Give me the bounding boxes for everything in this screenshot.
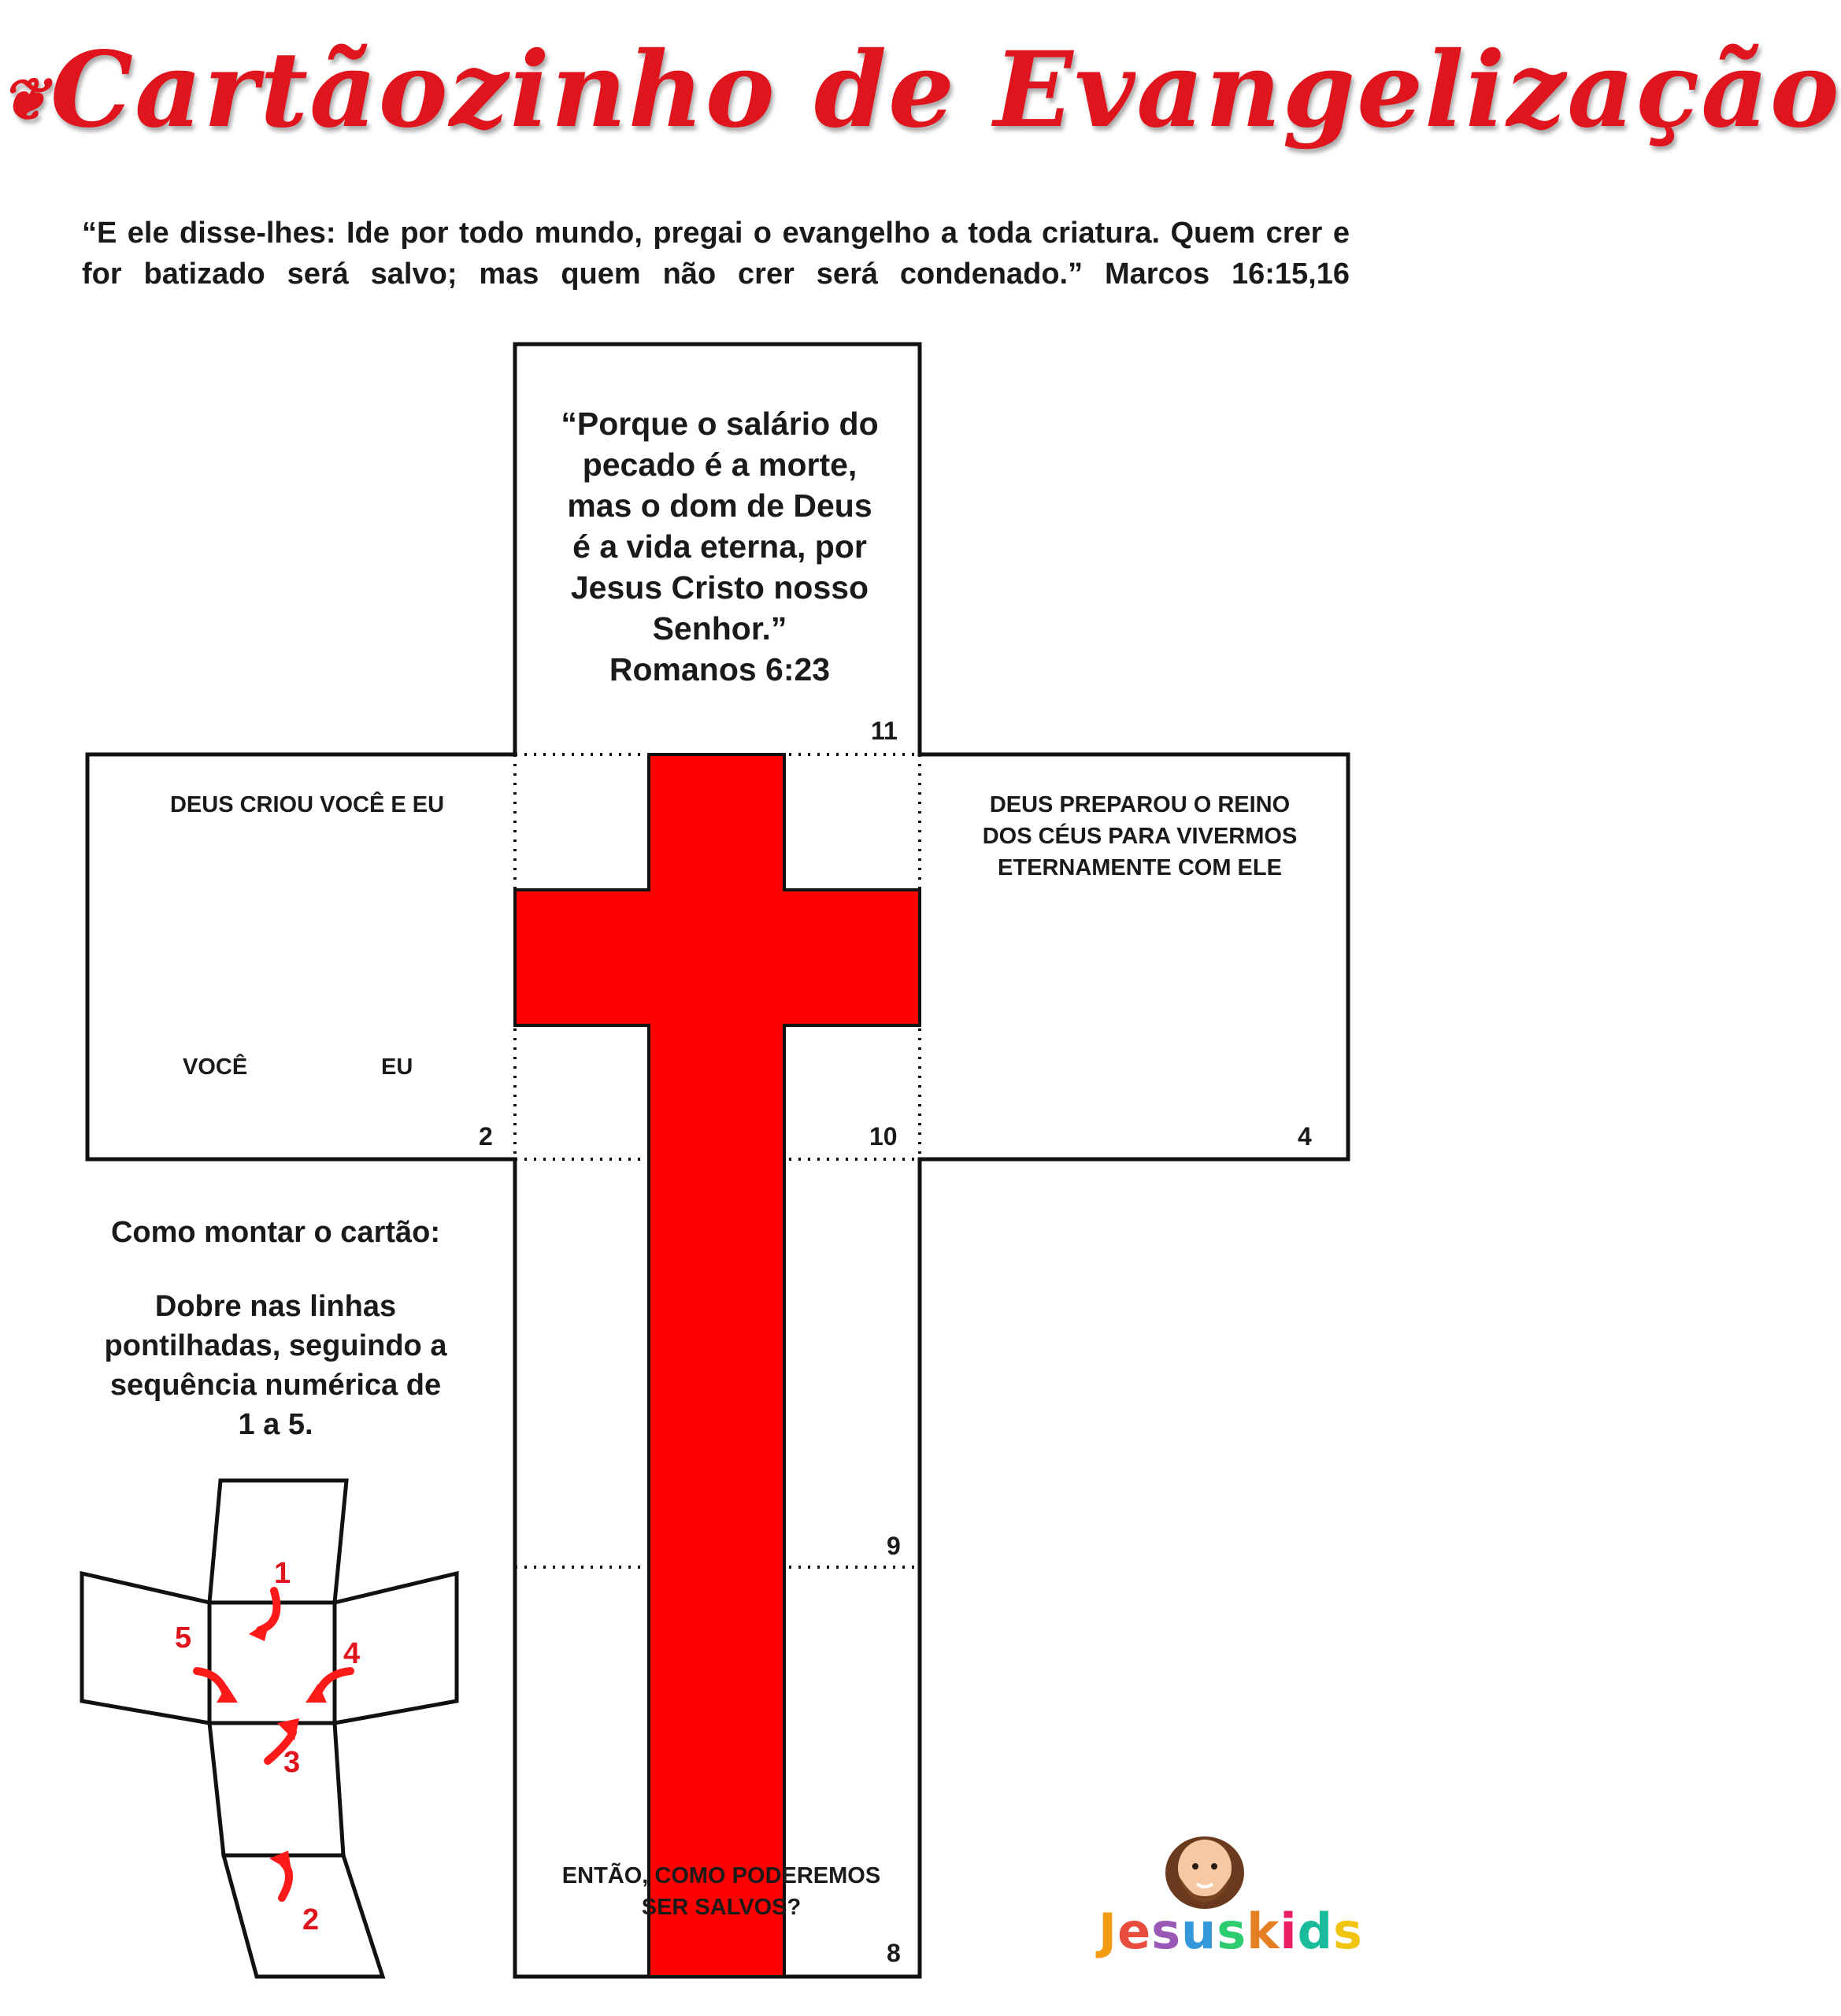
logo-letter: s: [1217, 1903, 1247, 1960]
verse-line: mas o dom de Deus: [567, 487, 872, 524]
right-panel-title: [925, 789, 1354, 884]
verse-line: pecado é a morte,: [582, 447, 858, 483]
panel-number-2: 2: [479, 1122, 493, 1151]
label-me: EU: [381, 1054, 413, 1080]
jesuskids-logo: [1098, 1904, 1363, 1959]
right-title-line: DEUS PREPAROU O REINO: [989, 792, 1291, 817]
instructions-line: Dobre nas linhas: [154, 1290, 397, 1323]
instructions-line: sequência numérica de: [109, 1369, 442, 1402]
logo-letter: i: [1280, 1903, 1298, 1960]
verse-line: é a vida eterna, por: [572, 528, 867, 565]
logo-letter: J: [1098, 1903, 1118, 1960]
left-panel-title: DEUS CRIOU VOCÊ E EU: [169, 792, 445, 817]
page-title-text: Cartãozinho de Evangelização: [50, 29, 1841, 151]
logo-letter: u: [1181, 1903, 1217, 1960]
panel-number-8: 8: [887, 1939, 901, 1967]
step-number: 5: [175, 1621, 192, 1655]
bottom-panel-question: [521, 1860, 921, 1923]
instructions-body: [79, 1287, 472, 1444]
right-title-line: DOS CÉUS PARA VIVERMOS: [982, 824, 1298, 849]
verse-line: Jesus Cristo nosso: [570, 569, 869, 606]
verse-reference: Romanos 6:23: [609, 651, 831, 687]
instructions-title: Como montar o cartão:: [110, 1216, 441, 1249]
panel-number-11: 11: [871, 717, 898, 745]
assembly-diagram: [71, 1473, 480, 1992]
red-cross: [515, 754, 920, 1977]
step-number: 3: [283, 1746, 301, 1779]
question-line: SER SALVOS?: [641, 1895, 802, 1920]
panel-number-9: 9: [887, 1532, 901, 1560]
cross-shape: [515, 754, 920, 1977]
logo-letter: k: [1246, 1903, 1280, 1960]
right-title-line: ETERNAMENTE COM ELE: [998, 855, 1282, 880]
logo-letter: s: [1332, 1903, 1363, 1960]
label-you: VOCÊ: [183, 1054, 248, 1080]
step-number: 1: [274, 1557, 291, 1590]
panel-number-10: 10: [869, 1122, 898, 1151]
instructions-line: pontilhadas, seguindo a: [104, 1329, 447, 1362]
heart-icon: ❦: [0, 66, 51, 134]
jesus-avatar-logo: [1154, 1827, 1256, 1914]
step-number: 2: [302, 1903, 320, 1936]
diagram-panels: [82, 1480, 457, 1977]
verse-line: “Porque o salário do: [561, 406, 879, 442]
logo-letter: d: [1297, 1903, 1333, 1960]
logo-letter: s: [1151, 1903, 1182, 1960]
panel-number-4: 4: [1298, 1122, 1312, 1151]
instructions-line: 1 a 5.: [238, 1408, 313, 1441]
verse-line: Senhor.”: [652, 610, 787, 647]
logo-letter: e: [1117, 1903, 1152, 1960]
top-panel-verse: [518, 403, 921, 690]
step-number: 4: [343, 1637, 361, 1670]
question-line: ENTÃO, COMO PODEREMOS: [561, 1863, 881, 1888]
header-verse: “E ele disse-lhes: Ide por todo mundo, pregai o evangelho a toda criatura. Quem crer e for batizado será salvo; mas quem não crer será condenado.” Marcos 16:15,16: [82, 217, 1350, 291]
